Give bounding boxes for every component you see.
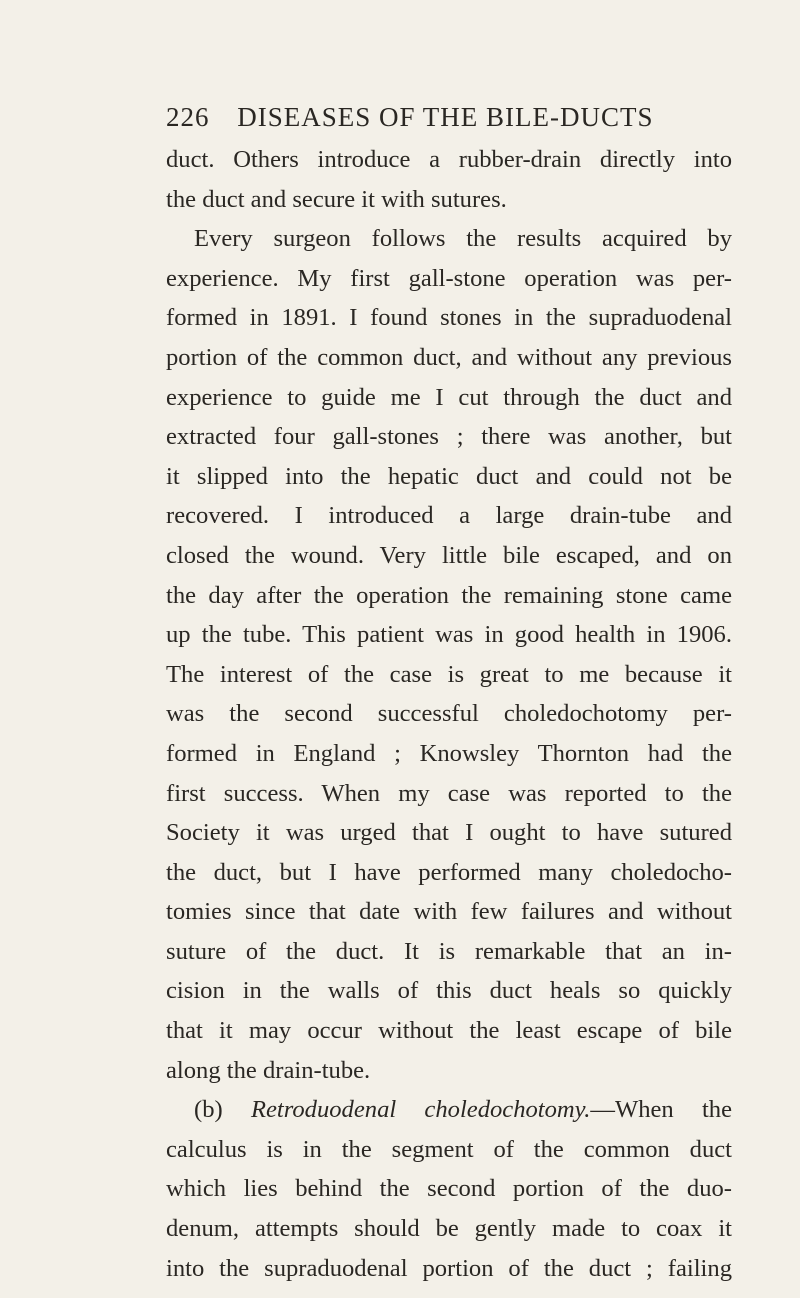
text-line: extracted four gall-stones ; there was another, but xyxy=(166,423,732,451)
text-line: duct. Others introduce a rubber-drain directly into xyxy=(166,146,732,173)
section-title: Retroduodenal choledochotomy. xyxy=(250,1096,591,1124)
text-line: Society it was urged that I ought to have sutured xyxy=(166,819,732,847)
text-line: the day after the operation the remaining stone came xyxy=(166,581,732,609)
text-line: recovered. I introduced a large drain-tube and xyxy=(166,502,732,530)
em-dash: — xyxy=(590,1096,615,1124)
page-header xyxy=(166,102,726,142)
section-b-heading-line xyxy=(166,1090,732,1130)
section-marker: (b) xyxy=(194,1096,223,1124)
text-line: along the drain-tube. xyxy=(166,1056,371,1084)
text-line: Every surgeon follows the results acquired by xyxy=(194,225,732,253)
text-line: into the supraduodenal portion of the duct ; failing xyxy=(166,1254,732,1282)
text-line: experience to guide me I cut through the duct and xyxy=(166,383,732,411)
text-line: the duct, but I have performed many choledocho- xyxy=(166,858,732,886)
page-number: 226 xyxy=(166,102,210,132)
text-line: up the tube. This patient was in good health in 1906. xyxy=(166,621,732,649)
body-text xyxy=(166,140,732,1288)
text-line: tomies since that date with few failures and without xyxy=(166,898,732,926)
text-line: The interest of the case is great to me because it xyxy=(166,660,732,688)
running-title: DISEASES OF THE BILE-DUCTS xyxy=(237,102,654,132)
text-line: which lies behind the second portion of the duo- xyxy=(166,1175,732,1203)
text-line: it slipped into the hepatic duct and could not be xyxy=(166,462,732,490)
text-line: suture of the duct. It is remarkable that an in- xyxy=(166,937,732,965)
text-line: closed the wound. Very little bile escaped, and on xyxy=(166,541,732,569)
text-line: formed in England ; Knowsley Thornton had the xyxy=(166,739,732,767)
text-line: denum, attempts should be gently made to coax it xyxy=(166,1215,732,1243)
text-line: formed in 1891. I found stones in the supraduodenal xyxy=(166,304,732,332)
text-line: first success. When my case was reported to the xyxy=(166,779,732,807)
section-first-line-rest: When the xyxy=(614,1096,732,1124)
text-line: cision in the walls of this duct heals so quickly xyxy=(166,977,732,1005)
text-line: calculus is in the segment of the common duct xyxy=(166,1135,732,1163)
text-line: the duct and secure it with sutures. xyxy=(166,185,507,213)
text-line: experience. My first gall-stone operation was per- xyxy=(166,264,732,292)
text-line: that it may occur without the least escape of bile xyxy=(166,1017,732,1045)
text-line: was the second successful choledochotomy per- xyxy=(166,700,732,728)
text-line: portion of the common duct, and without any previous xyxy=(166,343,732,371)
